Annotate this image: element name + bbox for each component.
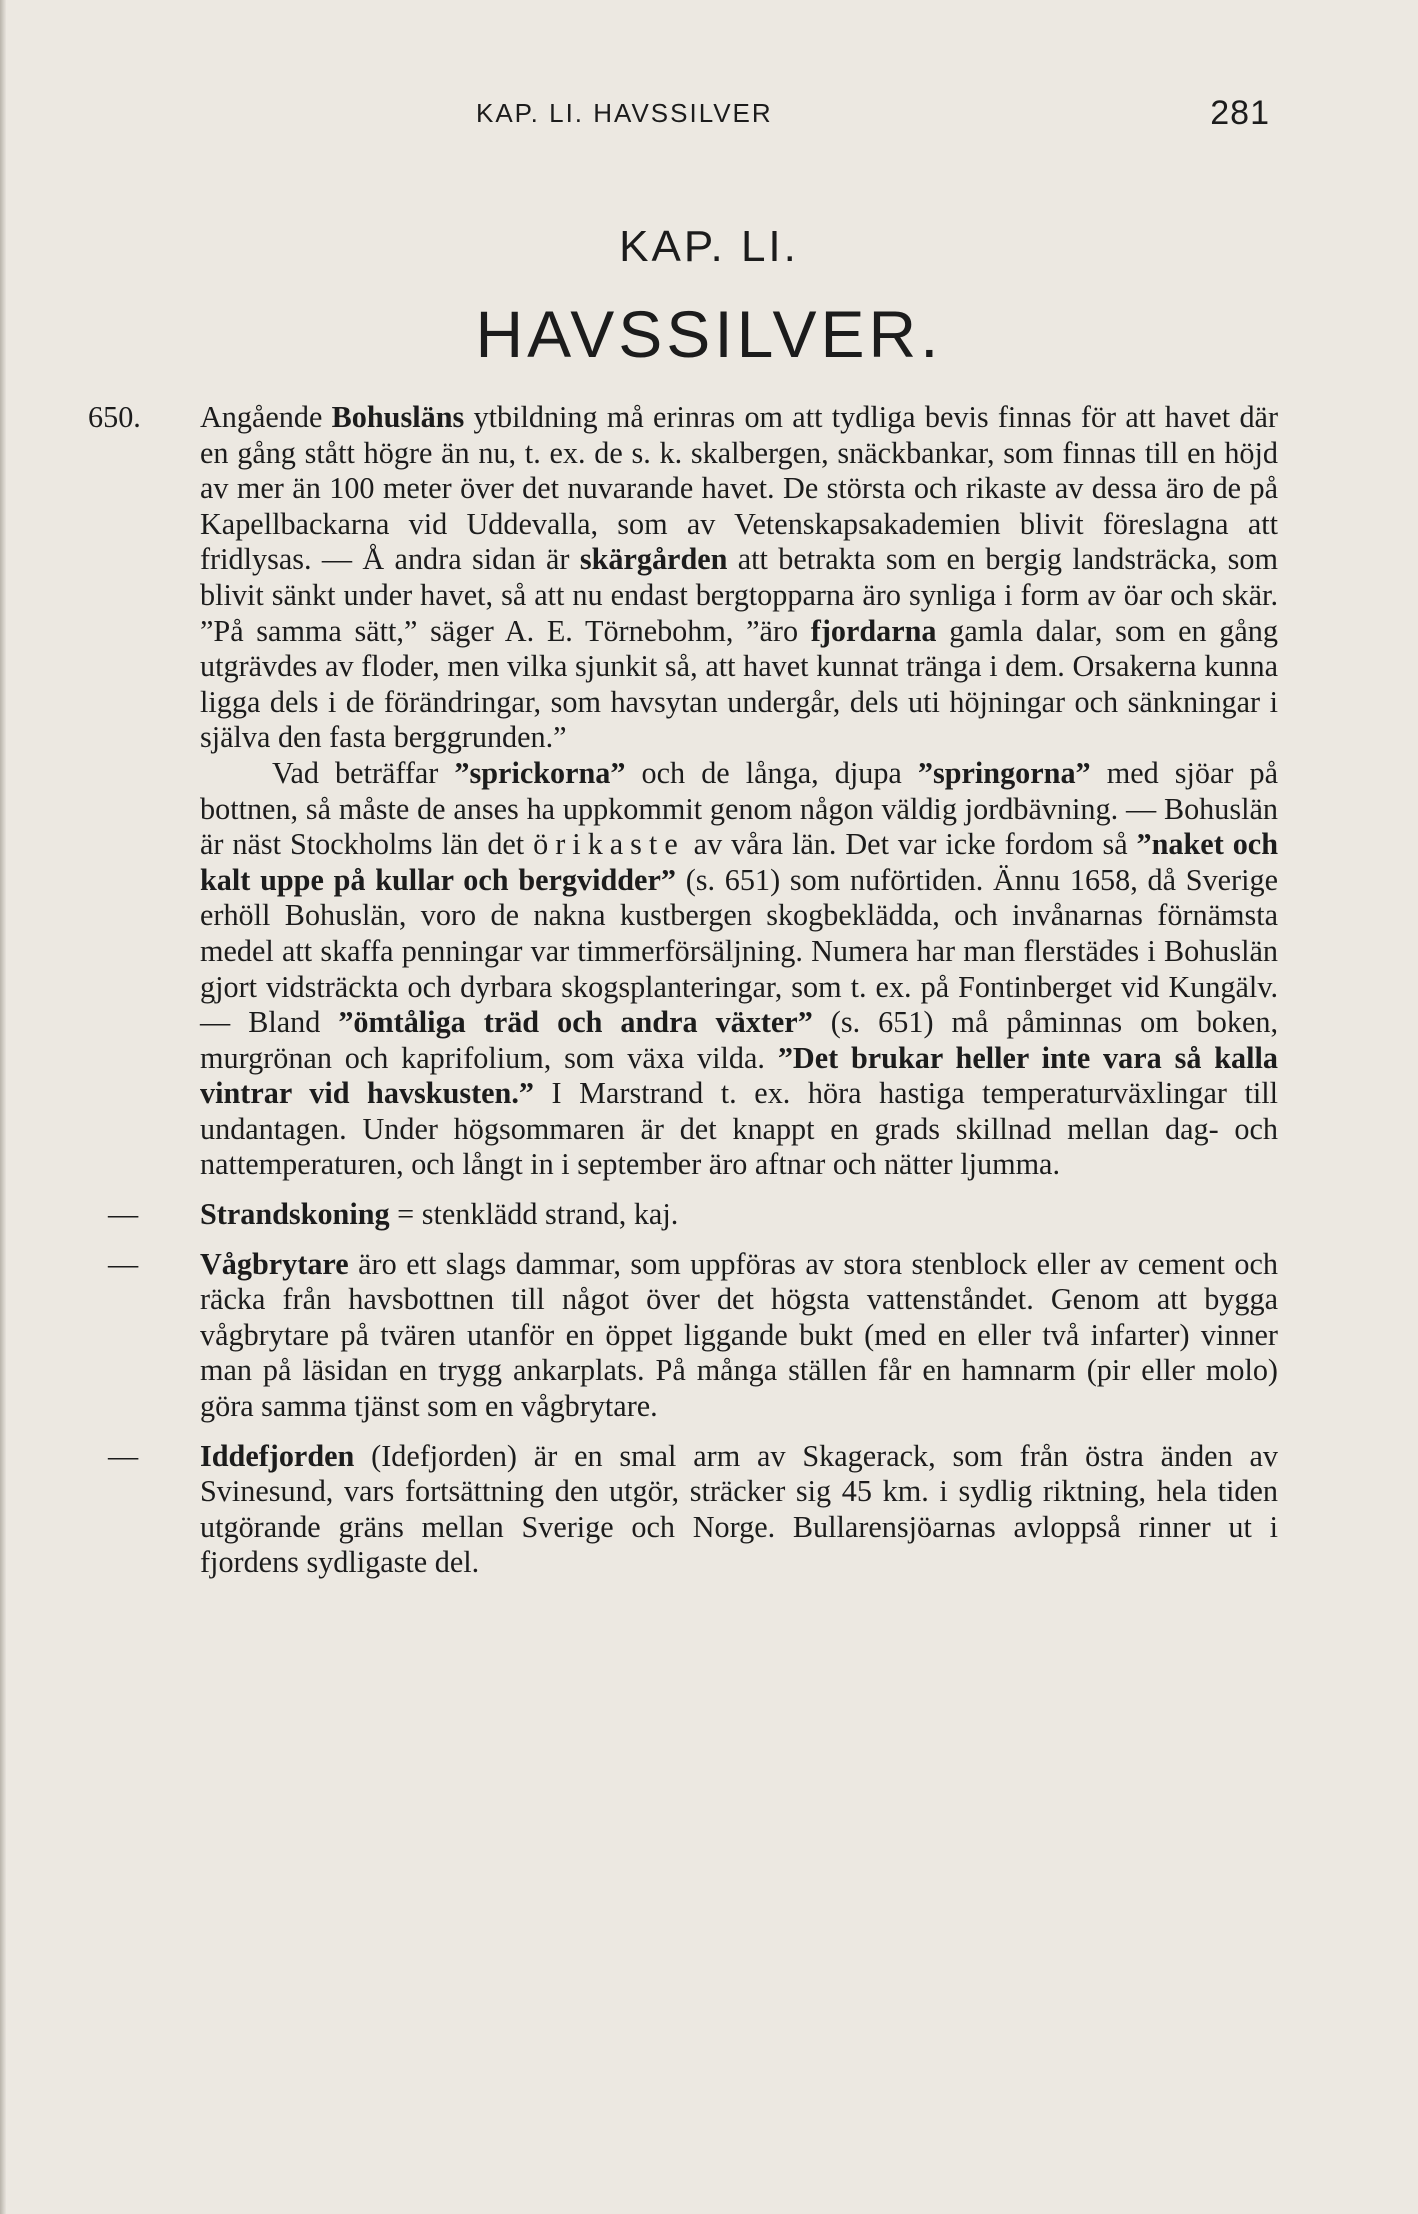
text-run: ytbildning må erinras om att tydliga bevis finnas för att havet där en gång stått högre än nu, t. ex. de s. k. skalbergen, snäckbankar, som finnas till en höjd av mer än 100 meter över det nuvarande havet. De största och rikaste av dessa äro de på Kapellbackarna vid Uddevalla, som av Vetenskapsakademien blivit föreslagna att fridlysas. — Å andra sidan är bbox=[200, 400, 1279, 577]
running-title: KAP. LI. HAVSSILVER bbox=[476, 98, 773, 128]
bold-term: ”springorna” bbox=[917, 755, 1091, 790]
text-run: och de långa, djupa bbox=[625, 755, 918, 790]
text-run: av våra län. Det var icke fordom så bbox=[684, 827, 1137, 862]
bold-term: skärgården bbox=[579, 542, 728, 577]
bold-term: ”naket och kalt uppe på kullar och bergvidder” bbox=[200, 827, 1278, 897]
bold-term: ”Det brukar heller inte vara så kalla vintrar vid havskusten.” bbox=[200, 1040, 1279, 1111]
text-run: I Marstrand t. ex. höra hastiga temperaturväxlingar till undantagen. Under högsommaren är det knappt en grads skillnad mellan dag- och nattemperaturen, och långt in i september äro aftnar och nätter ljumma. bbox=[200, 1076, 1279, 1182]
entry-dash: — bbox=[108, 1246, 139, 1281]
spaced-term: örikaste bbox=[533, 827, 685, 862]
entry-text: äro ett slags dammar, som uppföras av stora stenblock eller av cement och räcka från havsbottnen till något över det högsta vattenståndet. Genom att bygga vågbrytare på tvären utanför en öppet liggande bukt (med en eller två infarter) vinner man på läsidan en trygg ankarplats. På många ställen får en hamnarm (pir eller molo) göra samma tjänst som en vågbrytare. bbox=[200, 1246, 1278, 1424]
entry-term: Iddefjorden bbox=[200, 1438, 355, 1473]
text-run: att betrakta som en bergig landsträcka, som blivit sänkt under havet, så att nu endast bergtopparna äro synliga i form av öar och skär. ”På samma sätt,” säger A. E. Törnebohm, ”äro bbox=[200, 542, 1278, 648]
section-650 bbox=[88, 400, 1279, 756]
text-run: Angående bbox=[200, 400, 332, 434]
entry-text: = stenklädd strand, kaj. bbox=[389, 1197, 679, 1232]
entry-vagbrytare bbox=[108, 1246, 1278, 1425]
body-text bbox=[88, 400, 1279, 1581]
entry-dash: — bbox=[108, 1197, 139, 1232]
text-run: Vad beträffar bbox=[272, 755, 455, 790]
text-run: (s. 651) som nuförtiden. Ännu 1658, då Sverige erhöll Bohuslän, voro de nakna kustbergen skogbeklädda, och invånarnas förnämsta medel att skaffa penningar var timmerförsäljning. Numera har man flerstädes i Bohuslän gjort vidsträckta och dyrbara skogsplanteringar, som t. ex. på Fontinberget vid Kungälv. — Bland bbox=[200, 862, 1278, 1040]
entry-term: Strandskoning bbox=[200, 1197, 390, 1232]
entry-dash: — bbox=[108, 1438, 139, 1473]
chapter-number: KAP. LI. bbox=[619, 222, 799, 271]
bold-term: fjordarna bbox=[810, 613, 937, 648]
text-run: (s. 651) må påminnas om boken, murgrönan och kaprifolium, som växa vilda. bbox=[200, 1005, 1278, 1075]
text-run: gamla dalar, som en gång utgrävdes av floder, men vilka sjunkit så, att havet kunnat tränga i dem. Orsakerna kunna ligga dels i de förändringar, som havsytan undergår, dels uti höjningar och sänkningar i själva den fasta berggrunden.” bbox=[200, 613, 1278, 755]
running-head bbox=[200, 94, 1270, 142]
page-number: 281 bbox=[1210, 94, 1270, 132]
section-number: 650. bbox=[88, 400, 141, 434]
entry-iddefjorden bbox=[108, 1438, 1278, 1581]
entry-text: (Idefjorden) är en smal arm av Skagerack, som från östra änden av Svinesund, vars fortsättning den utgör, sträcker sig 45 km. i sydlig riktning, hela tiden utgörande gräns mellan Sverige och Norge. Bullarensjöarnas avloppså rinner ut i fjordens sydligaste del. bbox=[200, 1438, 1278, 1580]
bold-term: ”ömtåliga träd och andra växter” bbox=[338, 1005, 813, 1040]
chapter-title: HAVSSILVER. bbox=[475, 297, 943, 371]
entry-strandskoning bbox=[108, 1197, 1278, 1233]
text-run: med sjöar på bottnen, så måste de anses ha uppkommit genom någon väldig jordbävning. — Bohuslän är näst Stockholms län det bbox=[200, 755, 1278, 862]
bold-term: ”sprickorna” bbox=[454, 755, 626, 790]
paragraph-bohuslan bbox=[200, 756, 1278, 1183]
entry-term: Vågbrytare bbox=[200, 1246, 349, 1281]
bold-term: Bohusläns bbox=[331, 400, 465, 434]
